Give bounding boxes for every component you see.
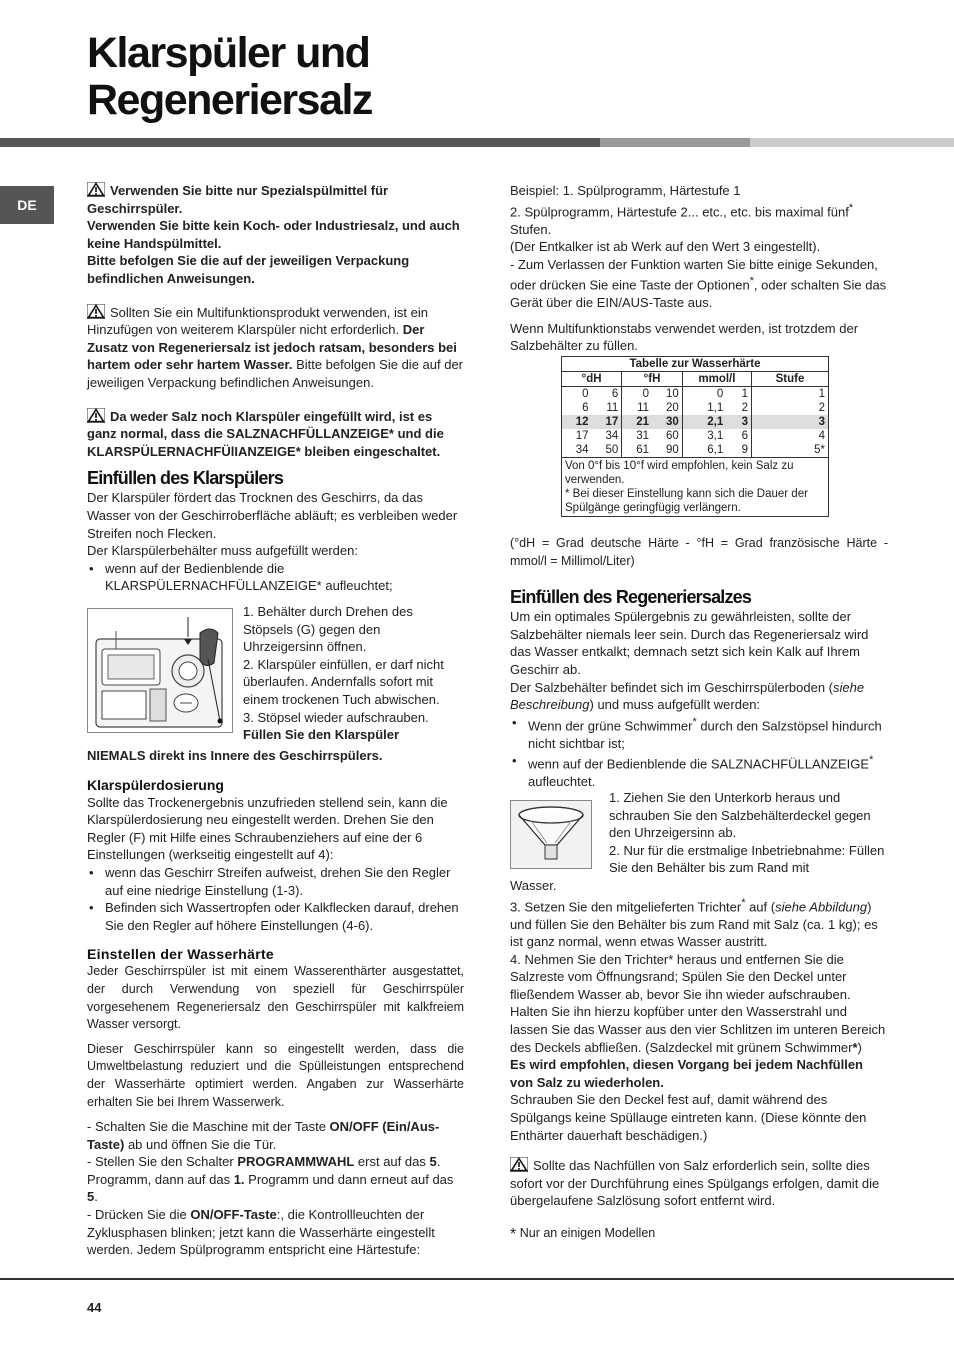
example-2: 2. Spülprogramm, Härtestufe 2... etc., etc. bis maximal fünf* Stufen. [510, 201, 854, 237]
footnote: * Nur an einigen Modellen [510, 1226, 656, 1244]
dos-list [87, 864, 464, 934]
klar-intro: Der Klarspüler fördert das Trocknen des Geschirrs, da das Wasser von der Geschirroberfläche abläuft; es verbleiben weder Streifen noch Flecken. [87, 490, 458, 541]
footer-rule [0, 1278, 954, 1280]
table-cell: 6 [726, 429, 751, 443]
list-item: • Wenn der grüne Schwimmer* durch den Salzstöpsel hindurch nicht sichtbar ist; [528, 714, 888, 753]
table-cell: 30 [652, 415, 682, 429]
table-cell: 17 [575, 430, 589, 442]
reg-list [510, 714, 888, 791]
table-cell: 34 [591, 429, 621, 443]
reg-step-1: 1. Ziehen Sie den Unterkorb heraus und schrauben Sie den Salzbehälterdeckel gegen den Uhrzeigersinn ab. [609, 790, 871, 841]
wh-step-1: - Schalten Sie die Maschine mit der Taste ON/OFF (Ein/Aus-Taste) ab und öffnen Sie die Tür. [87, 1119, 440, 1152]
unit-legend: (°dH = Grad deutsche Härte - °fH = Grad französische Härte - mmol/l = Millimol/Liter) [510, 536, 888, 568]
table-cell: 0 [642, 388, 650, 400]
table-row [562, 401, 828, 415]
right-column-mid [510, 535, 888, 791]
header-bar-dark [0, 138, 600, 147]
table-note-1: Von 0°f bis 10°f wird empfohlen, kein Salz zu verwenden. [565, 460, 794, 486]
reg-step-3: 3. Setzen Sie den mitgelieferten Trichter* auf (siehe Abbildung) und füllen Sie den Behälter bis zum Rand mit Salz (ca. 1 kg); es ist ganz normal, wenn etwas Wasser austritt. [510, 896, 878, 950]
heading-wasserhaerte: Einstellen der Wasserhärte [87, 946, 275, 963]
table-body [562, 387, 828, 458]
step-4-cont: NIEMALS direkt ins Innere des Geschirrspülers. [87, 748, 383, 763]
table-cell: 6 [591, 387, 621, 402]
table-cell: 20 [652, 401, 682, 415]
reg-steps-side [609, 789, 888, 877]
table-cell: 21 [622, 415, 652, 429]
step-2: 2. Klarspüler einfüllen, er darf nicht überlaufen. Andernfalls sofort mit einem trockenen Tuch abwischen. [243, 656, 444, 707]
salt-funnel-illustration [510, 800, 592, 869]
table-cell: 2 [818, 402, 825, 414]
step-1: 1. Behälter durch Drehen des Stöpsels (G) gegen den Uhrzeigersinn öffnen. [243, 604, 413, 655]
column-header: mmol/l [682, 372, 751, 387]
table-cell: 0 [716, 388, 724, 400]
table-cell: 11 [637, 402, 650, 414]
reg-step-2: 2. Nur für die erstmalige Inbetriebnahme: Füllen Sie den Behälter bis zum Rand mit [609, 842, 885, 876]
list-item: • wenn auf der Bedienblende die KLARSPÜLERNACHFÜLLANZEIGE* aufleuchtet; [105, 560, 464, 595]
table-cell: 1,1 [707, 402, 724, 414]
table-row [562, 429, 828, 443]
header-bar-light [750, 138, 954, 147]
table-cell: 2,1 [682, 415, 726, 429]
warning-icon [510, 1157, 528, 1172]
table-cell: 17 [591, 415, 621, 429]
table-cell: 61 [636, 444, 650, 456]
column-header: °dH [562, 372, 622, 387]
table-note-2: * Bei dieser Einstellung kann sich die Dauer der Spülgänge geringfügig verlängern. [565, 488, 808, 514]
hardness-table [562, 357, 828, 516]
klar-fill-when: Der Klarspülerbehälter muss aufgefüllt werden: [87, 543, 358, 559]
wh-text-2: Dieser Geschirrspüler kann so eingestellt werden, dass die Umweltbelastung reduziert und die Spülleistungen entsprechend der Wasserhärte optimiert werden. Angaben zur Wasserhärte erhalten Sie bei Ihrem Wasserwerk. [87, 1041, 464, 1109]
table-cell: 10 [652, 387, 682, 402]
wh-step-2: - Stellen Sie den Schalter PROGRAMMWAHL erst auf das 5. Programm, dann auf das 1. Programm und dann erneut auf das 5. [87, 1154, 454, 1205]
table-cell: 1 [726, 387, 751, 402]
warning-multifunction: Sollten Sie ein Multifunktionsprodukt verwenden, ist ein Hinzufügen von weiterem Klarspüler nicht erforderlich. Der Zusatz von Regeneriersalz ist jedoch ratsam, besonders bei hartem oder sehr hartem Wasser. Bitte befolgen Sie die auf der jeweiligen Verpackung befindlichen Anweisungen. [87, 304, 464, 390]
step-3: 3. Stöpsel wieder aufschrauben. [243, 709, 429, 725]
table-title: Tabelle zur Wasserhärte [562, 357, 828, 372]
warning-icon [87, 408, 105, 423]
reg-step-2-cont: Wasser. [510, 878, 557, 893]
klar-steps [243, 603, 464, 744]
wh-text-1: Jeder Geschirrspüler ist mit einem Wasserenthärter ausgestattet, der durch Verwendung von speziell für Geschirrspüler vorgesehenem Regeneriersalz den Geschirrspüler mit kalkfreiem Wasser versorgt. [87, 964, 464, 1032]
list-item: • Befinden sich Wassertropfen oder Kalkflecken darauf, drehen Sie den Regler auf höhere Einstellungen (4-6). [105, 899, 464, 934]
table-cell: 6,1 [707, 444, 724, 456]
list-item: • wenn das Geschirr Streifen aufweist, drehen Sie den Regler auf eine niedrige Einstellung (1-3). [105, 864, 464, 899]
rinse-aid-dispenser-illustration [87, 608, 233, 733]
dos-text: Sollte das Trockenergebnis unzufrieden stellend sein, kann die Klarspülerdosierung neu eingestellt werden. Drehen Sie den Regler (F) mit Hilfe eines Schraubenziehers auf eine der 6 Einstellungen (werkseitig eingestellt auf 4): [87, 794, 448, 863]
table-cell: 11 [591, 401, 621, 415]
table-cell: 34 [575, 444, 589, 456]
title-line-1: Klarspüler und [87, 29, 370, 77]
table-cell: 2 [726, 401, 751, 415]
table-cell: 9 [726, 443, 751, 458]
table-cell: 31 [636, 430, 650, 442]
table-cell: 60 [652, 429, 682, 443]
left-column-lower [87, 747, 464, 1259]
wh-step-3: - Drücken Sie die ON/OFF-Taste:, die Kontrollleuchten der Zyklusphasen blinken; jetzt kann die Wasserhärte eingestellt werden. Jedem Spülprogramm entspricht eine Härtestufe: [87, 1207, 435, 1258]
table-cell: 3 [752, 415, 829, 429]
column-header: °fH [622, 372, 683, 387]
dispenser-drawing [88, 609, 232, 732]
reg-cap-note: Schrauben Sie den Deckel fest auf, damit während des Spülgangs keine Spüllauge eintreten kann. (Diese könnte den Enthärter dauerhaft beschädigen.) [510, 1092, 867, 1143]
reg-intro: Um ein optimales Spülergebnis zu gewährleisten, sollte der Salzbehälter niemals leer sein. Durch das Regeneriersalz wird das Wasser entkalkt; demnach setzt sich kein Kalk auf Ihrem Geschirr ab. [510, 609, 869, 677]
list-item: • wenn auf der Bedienblende die SALZNACHFÜLLANZEIGE* aufleuchtet. [528, 752, 888, 791]
table-cell: 6 [582, 402, 589, 414]
warning-detergent: Verwenden Sie bitte nur Spezialspülmittel für Geschirrspüler. Verwenden Sie bitte kein Koch- oder Industriesalz, und auch keine Handspülmittel. Bitte befolgen Sie die auf der jeweiligen Verpackung befindlichen Anweisungen. [87, 183, 460, 286]
table-cell: 50 [591, 443, 621, 458]
funnel-drawing [511, 801, 591, 868]
table-cell: 90 [652, 443, 682, 458]
example-note: (Der Entkalker ist ab Werk auf den Wert 3 eingestellt). [510, 239, 821, 255]
heading-klarspueler: Einfüllen des Klarspülers [87, 468, 284, 489]
table-row [562, 387, 828, 402]
multitab-note: Wenn Multifunktionstabs verwendet werden, ist trotzdem der Salzbehälter zu füllen. [510, 320, 859, 354]
header-bar-mid [600, 138, 750, 147]
page-title [87, 30, 372, 124]
step-4: Füllen Sie den Klarspüler [243, 727, 400, 743]
column-header: Stufe [752, 372, 829, 387]
klar-list [87, 560, 464, 595]
table-header [562, 372, 828, 387]
right-column [510, 182, 888, 355]
right-column-lower [510, 877, 888, 1244]
table-cell: 0 [582, 388, 589, 400]
page-number: 44 [87, 1300, 102, 1315]
table-cell: 5* [814, 444, 825, 456]
example-1: Beispiel: 1. Spülprogramm, Härtestufe 1 [510, 183, 741, 198]
heading-dosierung: Klarspülerdosierung [87, 776, 224, 793]
left-column [87, 182, 464, 595]
warning-icon [87, 182, 105, 197]
reg-location: Der Salzbehälter befindet sich im Geschirrspülerboden (siehe Beschreibung) und muss aufgefüllt werden: [510, 679, 865, 713]
warning-indicators: Da weder Salz noch Klarspüler eingefüllt wird, ist es ganz normal, dass die SALZNACHFÜLLANZEIGE* und die KLARSPÜLERNACHFÜlIANZEIGE* bleiben eingeschaltet. [87, 408, 444, 459]
heading-regeneriersalz: Einfüllen des Regeneriersalzes [510, 587, 752, 608]
reg-warning: Sollte das Nachfüllen von Salz erforderlich sein, sollte dies sofort vor der Durchführung eines Spülgangs erfolgen, damit die übergelaufene Salzlösung sofort entfernt wird. [510, 1158, 880, 1209]
reg-recommendation: Es wird empfohlen, diesen Vorgang bei jedem Nachfüllen von Salz zu wiederholen. [510, 1057, 863, 1090]
table-row [562, 443, 828, 458]
table-notes [562, 458, 828, 517]
table-cell: 4 [818, 430, 825, 442]
warning-icon [87, 304, 105, 319]
language-tab: DE [0, 186, 54, 224]
exit-note: - Zum Verlassen der Funktion warten Sie bitte einige Sekunden, oder drücken Sie eine Taste der Optionen*, oder schalten Sie das Gerät über die EIN/AUS-Taste aus. [510, 256, 887, 311]
table-row [562, 415, 828, 429]
table-cell: 1 [818, 388, 825, 400]
water-hardness-table [561, 356, 829, 517]
title-line-2: Regeneriersalz [87, 76, 372, 124]
table-cell: 3 [726, 415, 751, 429]
reg-step-4: 4. Nehmen Sie den Trichter* heraus und entfernen Sie die Salzreste vom Öffnungsrand; Spülen Sie den Deckel unter fließendem Wasser ab, bevor Sie ihn wieder aufschrauben. Halten Sie ihn hierzu kopfüber unter den Wasserstrahl und lassen Sie das Wasser aus den vier Schlitzen im unteren Bereich des Deckels abfließen. (Salzdeckel mit grünem Schwimmer*) [510, 951, 886, 1055]
table-cell: 12 [562, 415, 591, 429]
table-cell: 3,1 [707, 430, 724, 442]
